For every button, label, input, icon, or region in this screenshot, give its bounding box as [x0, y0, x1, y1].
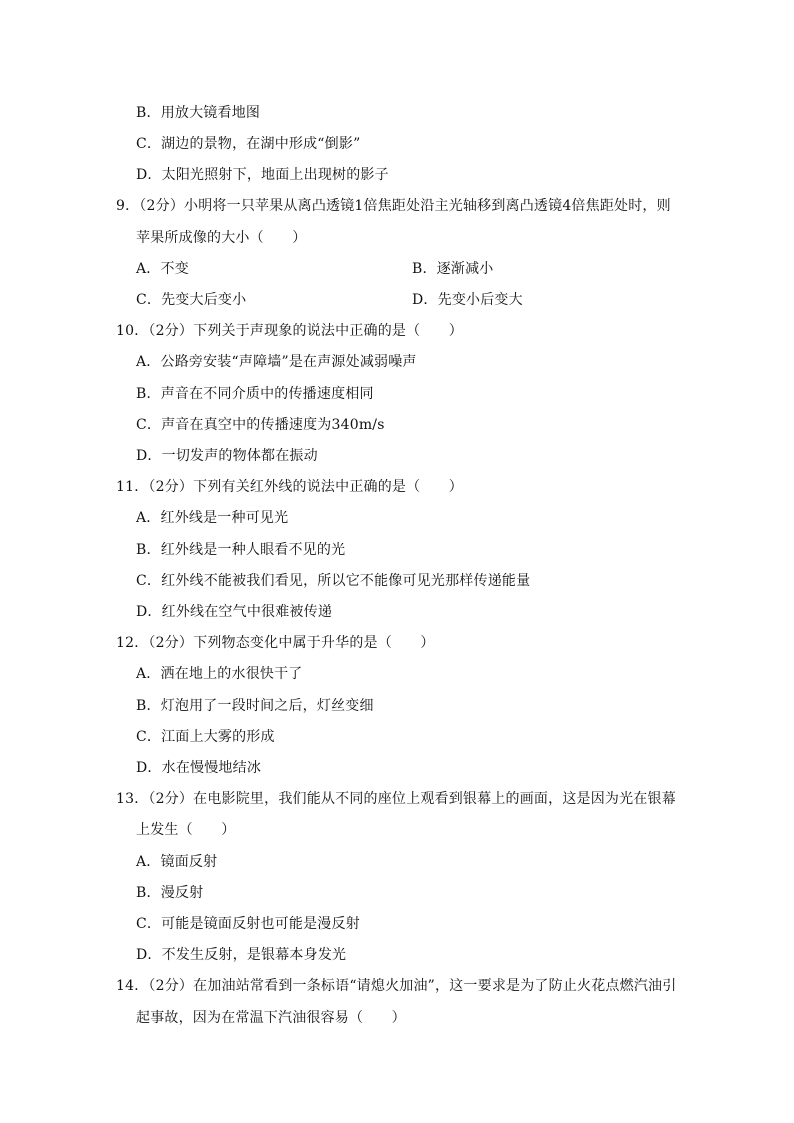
q9-stem-line2: 苹果所成像的大小（ ）	[136, 230, 307, 246]
q11-option-a: A．红外线是一种可见光	[136, 510, 289, 526]
q10-option-d: D．一切发声的物体都在振动	[136, 448, 318, 464]
q11-option-b: B．红外线是一种人眼看不见的光	[136, 542, 346, 558]
q9-stem-line1: 9．（2分）小明将一只苹果从离凸透镜1倍焦距处沿主光轴移到离凸透镜4倍焦距处时，则	[116, 198, 671, 214]
q12-stem: 12．（2分）下列物态变化中属于升华的是（ ）	[116, 635, 435, 651]
q8-option-b: B．用放大镜看地图	[136, 105, 261, 121]
q13-option-c: C．可能是镜面反射也可能是漫反射	[136, 916, 360, 932]
q12-option-c: C．江面上大雾的形成	[136, 729, 275, 745]
q9-option-b: B．逐渐减小	[412, 261, 494, 277]
q13-stem-line1: 13．（2分）在电影院里，我们能从不同的座位上观看到银幕上的画面，这是因为光在银幕	[116, 791, 676, 807]
q10-option-c: C．声音在真空中的传播速度为340m/s	[136, 417, 385, 433]
q11-option-c: C．红外线不能被我们看见，所以它不能像可见光那样传递能量	[136, 573, 531, 589]
q10-option-b: B．声音在不同介质中的传播速度相同	[136, 386, 374, 402]
q8-option-d: D．太阳光照射下，地面上出现树的影子	[136, 167, 389, 183]
q12-option-b: B．灯泡用了一段时间之后，灯丝变细	[136, 698, 374, 714]
q14-stem-line2: 起事故，因为在常温下汽油很容易（ ）	[136, 1010, 406, 1026]
q13-option-a: A．镜面反射	[136, 854, 218, 870]
q8-option-c: C．湖边的景物，在湖中形成“倒影”	[136, 136, 361, 152]
q11-stem: 11．（2分）下列有关红外线的说法中正确的是（ ）	[116, 479, 463, 495]
q12-option-d: D．水在慢慢地结冰	[136, 760, 262, 776]
q13-option-b: B．漫反射	[136, 885, 204, 901]
q13-stem-line2: 上发生（ ）	[136, 822, 236, 838]
q14-stem-line1: 14．（2分）在加油站常看到一条标语“请熄火加油”，这一要求是为了防止火花点燃汽油引	[116, 978, 677, 994]
q13-option-d: D．不发生反射，是银幕本身发光	[136, 947, 347, 963]
q12-option-a: A．洒在地上的水很快干了	[136, 666, 303, 682]
q9-option-c: C．先变大后变小	[136, 292, 247, 308]
q9-option-d: D．先变小后变大	[412, 292, 523, 308]
q11-option-d: D．红外线在空气中很难被传递	[136, 604, 333, 620]
q10-stem: 10．（2分）下列关于声现象的说法中正确的是（ ）	[116, 323, 463, 339]
q10-option-a: A．公路旁安装“声障墙”是在声源处减弱噪声	[136, 354, 417, 370]
q9-option-a: A．不变	[136, 261, 189, 277]
